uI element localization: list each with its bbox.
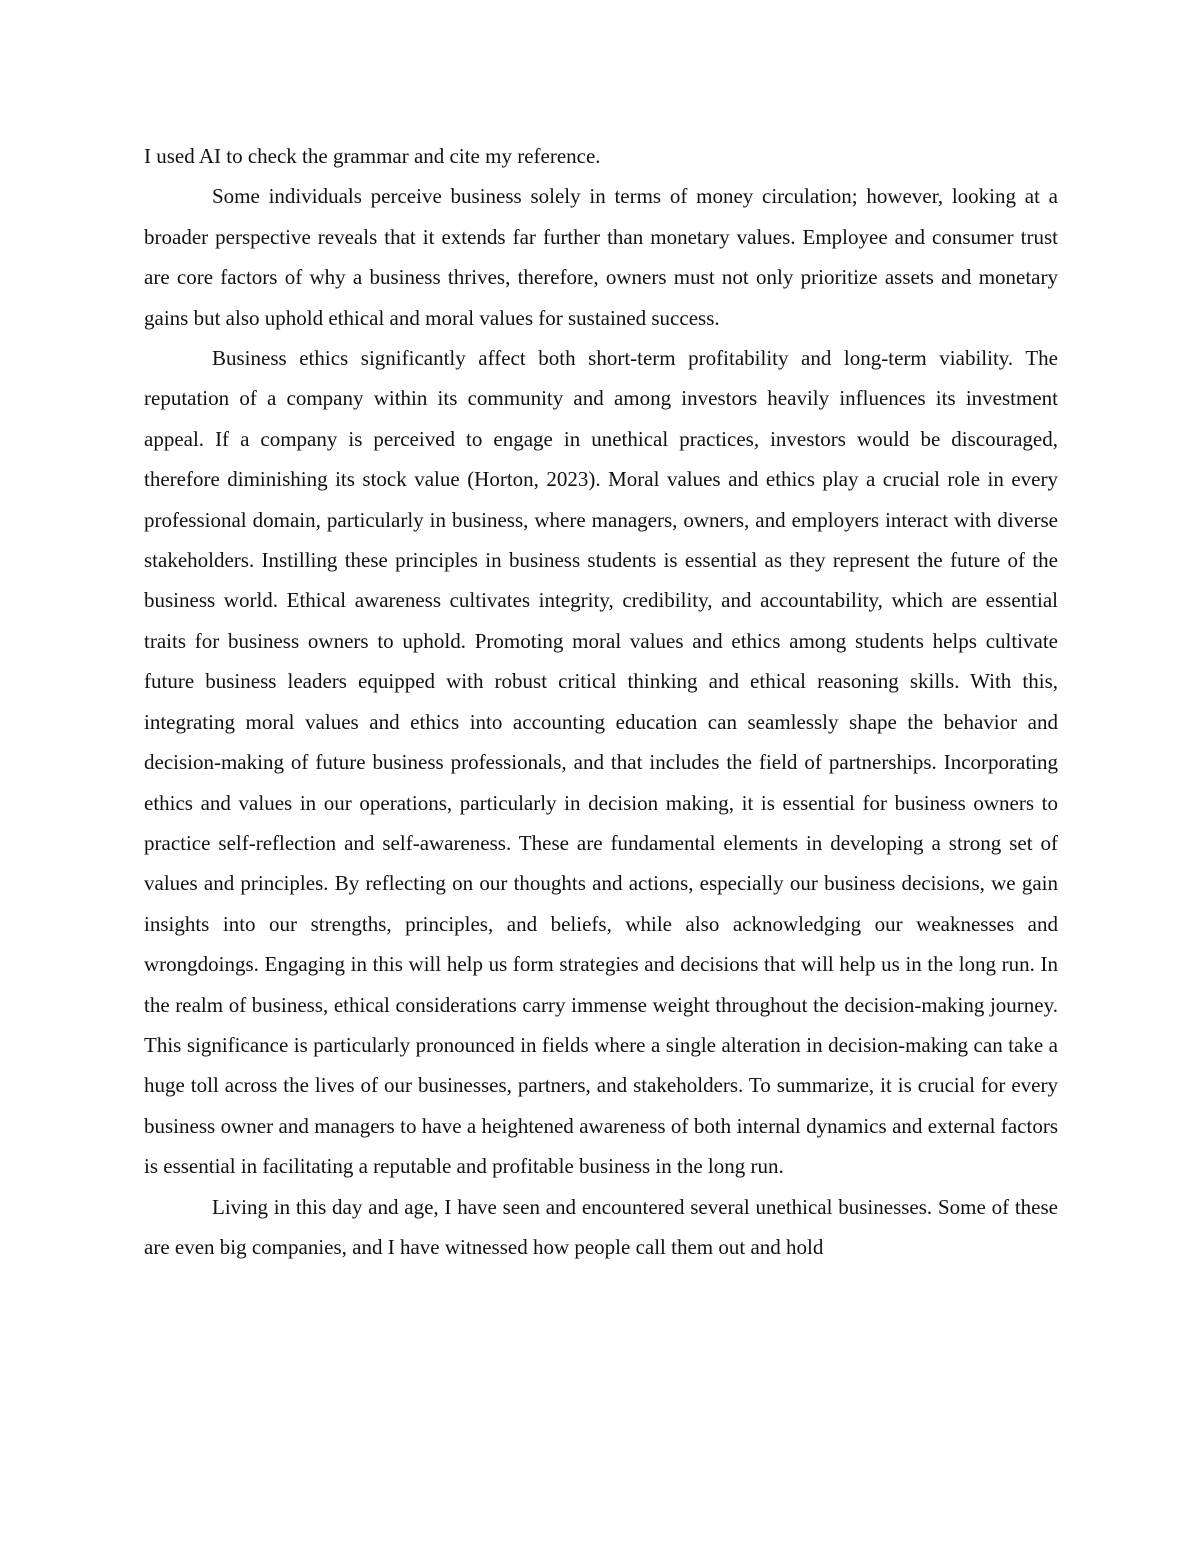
- document-body: [144, 136, 1058, 1267]
- ai-disclosure-note: I used AI to check the grammar and cite my reference.: [144, 144, 601, 168]
- paragraph-business-ethics: Business ethics significantly affect both short-term profitability and long-term viability. The reputation of a company within its community and among investors heavily influences its investment appeal. If a company is perceived to engage in unethical practices, investors would be discouraged, therefore diminishing its stock value (Horton, 2023). Moral values and ethics play a crucial role in every professional domain, particularly in business, where managers, owners, and employers interact with diverse stakeholders. Instilling these principles in business students is essential as they represent the future of the business world. Ethical awareness cultivates integrity, credibility, and accountability, which are essential traits for business owners to uphold. Promoting moral values and ethics among students helps cultivate future business leaders equipped with robust critical thinking and ethical reasoning skills. With this, integrating moral values and ethics into accounting education can seamlessly shape the behavior and decision-making of future business professionals, and that includes the field of partnerships. Incorporating ethics and values in our operations, particularly in decision making, it is essential for business owners to practice self-reflection and self-awareness. These are fundamental elements in developing a strong set of values and principles. By reflecting on our thoughts and actions, especially our business decisions, we gain insights into our strengths, principles, and beliefs, while also acknowledging our weaknesses and wrongdoings. Engaging in this will help us form strategies and decisions that will help us in the long run. In the realm of business, ethical considerations carry immense weight throughout the decision-making journey. This significance is particularly pronounced in fields where a single alteration in decision-making can take a huge toll across the lives of our businesses, partners, and stakeholders. To summarize, it is crucial for every business owner and managers to have a heightened awareness of both internal dynamics and external factors is essential in facilitating a reputable and profitable business in the long run.: [144, 346, 1058, 1179]
- paragraph-living-today: Living in this day and age, I have seen and encountered several unethical businesses. Some of these are even big companies, and I have witnessed how people call them out and hold: [144, 1194, 1058, 1259]
- paragraph-intro: Some individuals perceive business solely in terms of money circulation; however, looking at a broader perspective reveals that it extends far further than monetary values. Employee and consumer trust are core factors of why a business thrives, therefore, owners must not only prioritize assets and monetary gains but also uphold ethical and moral values for sustained success.: [144, 184, 1058, 330]
